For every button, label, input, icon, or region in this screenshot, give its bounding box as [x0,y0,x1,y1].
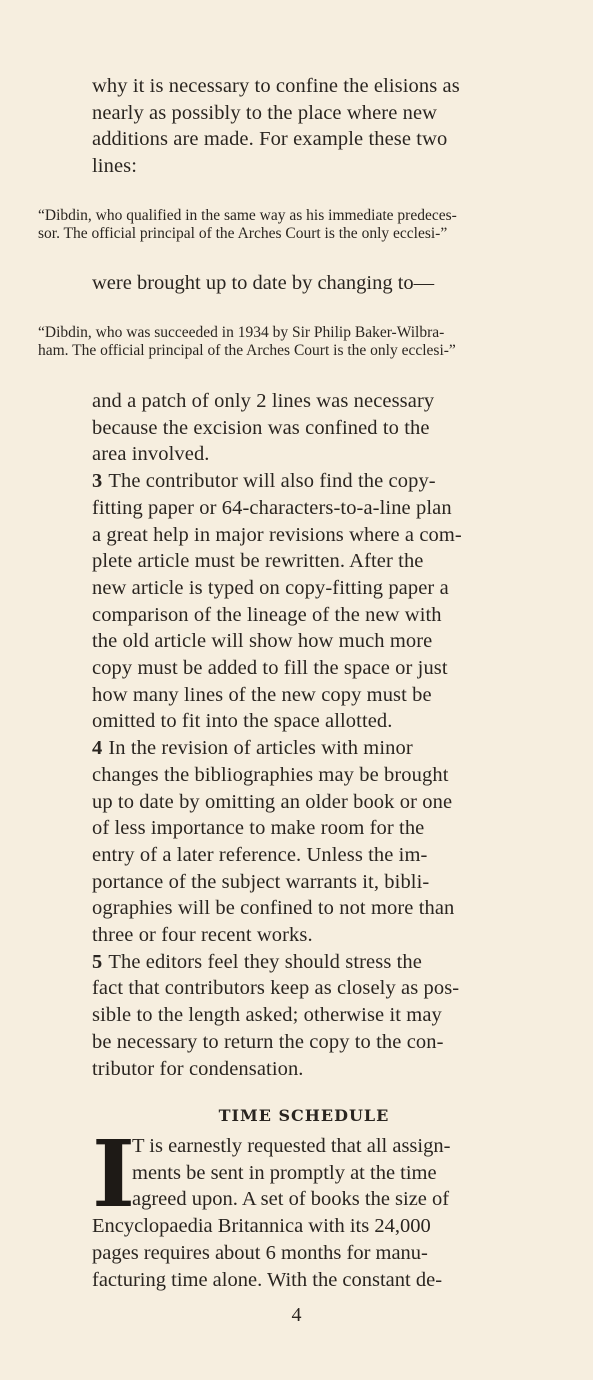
point-5-first-line: 5 The editors feel they should stress the [92,950,422,973]
body-line: comparison of the lineage of the new with [92,603,442,626]
quote-line: “Dibdin, who qualified in the same way as his immediate predeces- [38,207,457,224]
body-line: ments be sent in promptly at the time [132,1161,437,1184]
point-4-first-line: 4 In the revision of articles with minor [92,737,413,760]
body-line: of less importance to make room for the [92,817,425,840]
body-line: omitted to fit into the space allotted. [92,710,393,733]
body-line: sible to the length asked; otherwise it may [92,1004,442,1027]
body-line: be necessary to return the copy to the con- [92,1030,444,1053]
intro-line: lines: [92,155,138,178]
body-line: area involved. [92,443,210,466]
body-line: pages requires about 6 months for manu- [92,1241,428,1264]
point-number: 4 [92,737,103,760]
body-line: fitting paper or 64-characters-to-a-line plan [92,496,452,519]
page-number: 4 [291,1304,302,1326]
body-line: new article is typed on copy-fitting paper a [92,576,449,599]
quote-line: sor. The official principal of the Arches Court is the only ecclesi-” [38,225,448,242]
body-line: and a patch of only 2 lines was necessary [92,390,435,412]
main-body [92,388,516,1082]
bridge-line: were brought up to date by changing to— [92,272,435,294]
quote-original [38,207,556,243]
body-line: ographies will be confined to not more than [92,897,455,920]
body-line: entry of a later reference. Unless the im- [92,843,428,866]
quote-line: ham. The official principal of the Arches Court is the only ecclesi-” [38,342,456,359]
quote-revised [38,324,556,360]
body-line: T is earnestly requested that all assign- [132,1135,451,1157]
body-line: tributor for condensation. [92,1057,304,1080]
intro-line: additions are made. For example these two [92,128,448,151]
body-line: the old article will show how much more [92,630,433,653]
body-line: plete article must be rewritten. After the [92,550,424,573]
body-line: a great help in major revisions where a com- [92,523,462,546]
intro-paragraph [92,73,516,180]
drop-cap: I [92,1120,136,1228]
intro-line: why it is necessary to confine the elisions as [92,75,460,97]
intro-line: nearly as possibly to the place where new [92,101,438,124]
quote-line: “Dibdin, who was succeeded in 1934 by Sir Philip Baker-Wilbra- [38,324,445,341]
body-line: Encyclopaedia Britannica with its 24,000 [92,1215,431,1238]
body-line: agreed upon. A set of books the size of [132,1188,450,1211]
body-line: portance of the subject warrants it, bibli- [92,870,430,893]
body-line: fact that contributors keep as closely as pos- [92,977,460,1000]
body-line: up to date by omitting an older book or one [92,790,453,813]
point-3-first-line: 3 The contributor will also find the copy- [92,470,436,493]
body-line: copy must be added to fill the space or just [92,657,448,680]
body-line: facturing time alone. With the constant de- [92,1268,443,1291]
body-line: because the excision was confined to the [92,416,430,439]
section-heading: TIME SCHEDULE [218,1106,390,1125]
body-line: changes the bibliographies may be brought [92,763,449,786]
body-line: three or four recent works. [92,924,313,947]
time-schedule-paragraph [92,1120,516,1293]
body-line: how many lines of the new copy must be [92,683,432,706]
point-number: 5 [92,950,103,973]
point-number: 3 [92,470,103,493]
